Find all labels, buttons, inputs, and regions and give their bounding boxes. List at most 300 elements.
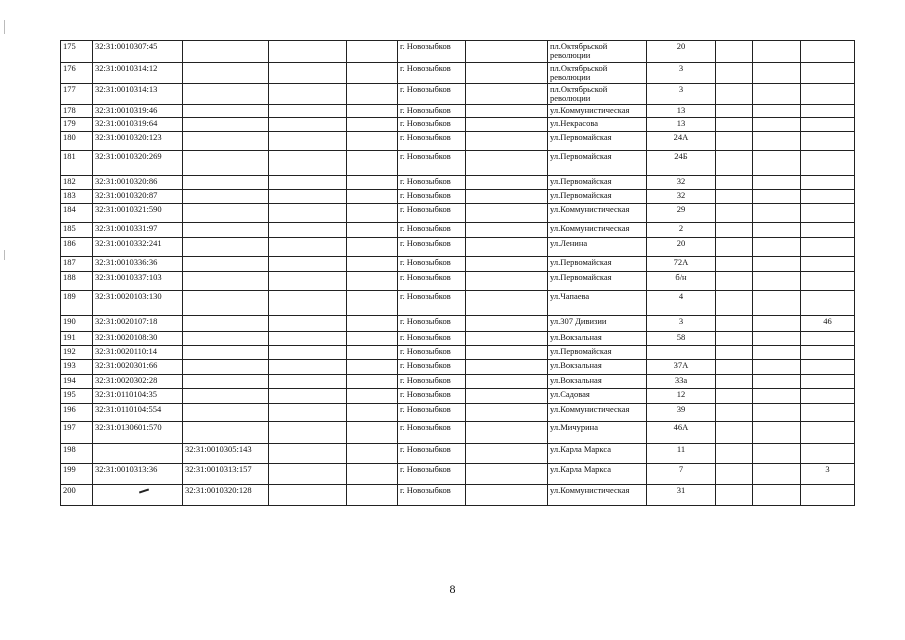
city-cell: г. Новозыбков bbox=[398, 256, 466, 271]
extra-value-cell bbox=[801, 203, 855, 222]
empty-cell bbox=[716, 104, 753, 117]
cadastral-number-cell: 32:31:0010320:269 bbox=[93, 150, 183, 175]
empty-cell bbox=[716, 463, 753, 484]
empty-cell bbox=[466, 290, 548, 315]
cadastral-number-cell: 32:31:0010320:123 bbox=[93, 131, 183, 150]
cadastral-number-cell: 32:31:0010320:87 bbox=[93, 189, 183, 203]
cadastral-number-2-cell bbox=[183, 290, 269, 315]
cadastral-number-cell: 32:31:0020302:28 bbox=[93, 374, 183, 388]
extra-value-cell bbox=[801, 345, 855, 359]
house-number-cell: 32 bbox=[647, 189, 716, 203]
empty-cell bbox=[753, 345, 801, 359]
city-cell: г. Новозыбков bbox=[398, 117, 466, 131]
row-number-cell: 180 bbox=[61, 131, 93, 150]
table-row bbox=[61, 41, 855, 63]
city-cell: г. Новозыбков bbox=[398, 237, 466, 256]
row-number-cell: 175 bbox=[61, 41, 93, 63]
table-row bbox=[61, 63, 855, 84]
row-number-cell: 186 bbox=[61, 237, 93, 256]
cadastral-number-cell: 32:31:0010336:36 bbox=[93, 256, 183, 271]
street-cell: ул.Первомайская bbox=[548, 175, 647, 189]
empty-cell bbox=[753, 271, 801, 290]
cadastral-number-cell: 32:31:0130601:570 bbox=[93, 421, 183, 443]
empty-cell bbox=[347, 271, 398, 290]
street-cell: ул.Мичурина bbox=[548, 421, 647, 443]
empty-cell bbox=[716, 203, 753, 222]
empty-cell bbox=[347, 237, 398, 256]
cadastral-number-2-cell bbox=[183, 237, 269, 256]
empty-cell bbox=[753, 388, 801, 403]
empty-cell bbox=[753, 189, 801, 203]
table-row bbox=[61, 237, 855, 256]
empty-cell bbox=[347, 463, 398, 484]
table-row bbox=[61, 463, 855, 484]
table-row bbox=[61, 131, 855, 150]
cadastral-number-cell: 32:31:0020108:30 bbox=[93, 331, 183, 345]
empty-cell bbox=[466, 359, 548, 374]
cadastral-number-2-cell bbox=[183, 388, 269, 403]
dash-mark-icon bbox=[139, 488, 149, 493]
empty-cell bbox=[716, 271, 753, 290]
extra-value-cell bbox=[801, 421, 855, 443]
cadastral-number-cell: 32:31:0110104:554 bbox=[93, 403, 183, 421]
empty-cell bbox=[753, 463, 801, 484]
street-cell: ул.Вокзальная bbox=[548, 359, 647, 374]
empty-cell bbox=[716, 443, 753, 463]
table-row bbox=[61, 315, 855, 331]
table-row bbox=[61, 331, 855, 345]
extra-value-cell bbox=[801, 104, 855, 117]
cadastral-number-cell: 32:31:0020110:14 bbox=[93, 345, 183, 359]
cadastral-number-2-cell bbox=[183, 203, 269, 222]
cadastral-number-2-cell bbox=[183, 222, 269, 237]
empty-cell bbox=[716, 41, 753, 63]
empty-cell bbox=[466, 63, 548, 84]
cadastral-number-cell: 32:31:0020107:18 bbox=[93, 315, 183, 331]
extra-value-cell bbox=[801, 388, 855, 403]
cadastral-number-2-cell bbox=[183, 374, 269, 388]
empty-cell bbox=[347, 256, 398, 271]
street-cell: ул.Ленина bbox=[548, 237, 647, 256]
empty-cell bbox=[269, 63, 347, 84]
empty-cell bbox=[347, 41, 398, 63]
empty-cell bbox=[466, 117, 548, 131]
empty-cell bbox=[269, 331, 347, 345]
scan-edge-mark bbox=[4, 20, 5, 34]
house-number-cell bbox=[647, 345, 716, 359]
empty-cell bbox=[347, 131, 398, 150]
city-cell: г. Новозыбков bbox=[398, 290, 466, 315]
house-number-cell: 31 bbox=[647, 484, 716, 505]
city-cell: г. Новозыбков bbox=[398, 222, 466, 237]
table-row bbox=[61, 290, 855, 315]
cadastral-number-2-cell: 32:31:0010313:157 bbox=[183, 463, 269, 484]
extra-value-cell bbox=[801, 41, 855, 63]
street-cell: ул.Некрасова bbox=[548, 117, 647, 131]
empty-cell bbox=[716, 63, 753, 84]
empty-cell bbox=[466, 222, 548, 237]
empty-cell bbox=[753, 290, 801, 315]
row-number-cell: 184 bbox=[61, 203, 93, 222]
house-number-cell: 13 bbox=[647, 117, 716, 131]
street-cell: ул.Первомайская bbox=[548, 131, 647, 150]
cadastral-number-2-cell bbox=[183, 359, 269, 374]
city-cell: г. Новозыбков bbox=[398, 331, 466, 345]
street-cell: пл.Октябрьской революции bbox=[548, 41, 647, 63]
cadastral-number-2-cell bbox=[183, 315, 269, 331]
empty-cell bbox=[716, 175, 753, 189]
empty-cell bbox=[753, 331, 801, 345]
city-cell: г. Новозыбков bbox=[398, 63, 466, 84]
house-number-cell: 13 bbox=[647, 104, 716, 117]
house-number-cell: 11 bbox=[647, 443, 716, 463]
empty-cell bbox=[466, 345, 548, 359]
city-cell: г. Новозыбков bbox=[398, 421, 466, 443]
empty-cell bbox=[466, 189, 548, 203]
empty-cell bbox=[347, 388, 398, 403]
street-cell: ул.Садовая bbox=[548, 388, 647, 403]
table-row bbox=[61, 345, 855, 359]
table-row bbox=[61, 104, 855, 117]
extra-value-cell bbox=[801, 443, 855, 463]
extra-value-cell bbox=[801, 290, 855, 315]
empty-cell bbox=[269, 484, 347, 505]
empty-cell bbox=[716, 131, 753, 150]
cadastral-number-cell: 32:31:0010307:45 bbox=[93, 41, 183, 63]
house-number-cell: 3 bbox=[647, 63, 716, 84]
empty-cell bbox=[466, 175, 548, 189]
empty-cell bbox=[269, 345, 347, 359]
extra-value-cell bbox=[801, 63, 855, 84]
house-number-cell: 46А bbox=[647, 421, 716, 443]
empty-cell bbox=[753, 131, 801, 150]
row-number-cell: 177 bbox=[61, 83, 93, 104]
house-number-cell: 3 bbox=[647, 315, 716, 331]
table-row bbox=[61, 374, 855, 388]
house-number-cell: 72А bbox=[647, 256, 716, 271]
street-cell: ул.Карла Маркса bbox=[548, 443, 647, 463]
cadastral-number-cell bbox=[93, 443, 183, 463]
cadastral-number-2-cell bbox=[183, 131, 269, 150]
empty-cell bbox=[466, 388, 548, 403]
street-cell: ул.Вокзальная bbox=[548, 374, 647, 388]
empty-cell bbox=[269, 271, 347, 290]
row-number-cell: 187 bbox=[61, 256, 93, 271]
empty-cell bbox=[269, 374, 347, 388]
cadastral-number-cell: 32:31:0010321:590 bbox=[93, 203, 183, 222]
empty-cell bbox=[347, 374, 398, 388]
empty-cell bbox=[347, 421, 398, 443]
empty-cell bbox=[753, 222, 801, 237]
house-number-cell: 2 bbox=[647, 222, 716, 237]
extra-value-cell: 46 bbox=[801, 315, 855, 331]
cadastral-number-2-cell bbox=[183, 117, 269, 131]
extra-value-cell bbox=[801, 175, 855, 189]
empty-cell bbox=[466, 104, 548, 117]
cadastral-number-2-cell bbox=[183, 175, 269, 189]
extra-value-cell bbox=[801, 150, 855, 175]
street-cell: ул.Первомайская bbox=[548, 189, 647, 203]
empty-cell bbox=[347, 117, 398, 131]
house-number-cell: 3 bbox=[647, 83, 716, 104]
empty-cell bbox=[269, 421, 347, 443]
house-number-cell: 20 bbox=[647, 237, 716, 256]
house-number-cell: 37А bbox=[647, 359, 716, 374]
table-row bbox=[61, 203, 855, 222]
empty-cell bbox=[269, 117, 347, 131]
cadastral-number-cell: 32:31:0020301:66 bbox=[93, 359, 183, 374]
cadastral-number-2-cell: 32:31:0010305:143 bbox=[183, 443, 269, 463]
empty-cell bbox=[716, 421, 753, 443]
house-number-cell: 4 bbox=[647, 290, 716, 315]
empty-cell bbox=[753, 175, 801, 189]
empty-cell bbox=[269, 256, 347, 271]
empty-cell bbox=[269, 388, 347, 403]
row-number-cell: 182 bbox=[61, 175, 93, 189]
table-row bbox=[61, 83, 855, 104]
row-number-cell: 191 bbox=[61, 331, 93, 345]
empty-cell bbox=[716, 359, 753, 374]
city-cell: г. Новозыбков bbox=[398, 83, 466, 104]
house-number-cell: 29 bbox=[647, 203, 716, 222]
empty-cell bbox=[347, 331, 398, 345]
cadastral-number-2-cell: 32:31:0010320:128 bbox=[183, 484, 269, 505]
cadastral-number-2-cell bbox=[183, 150, 269, 175]
city-cell: г. Новозыбков bbox=[398, 484, 466, 505]
street-cell: ул.Коммунистическая bbox=[548, 104, 647, 117]
cadastral-number-cell: 32:31:0010319:46 bbox=[93, 104, 183, 117]
row-number-cell: 179 bbox=[61, 117, 93, 131]
empty-cell bbox=[269, 403, 347, 421]
empty-cell bbox=[269, 222, 347, 237]
cadastral-number-cell: 32:31:0010332:241 bbox=[93, 237, 183, 256]
empty-cell bbox=[347, 443, 398, 463]
empty-cell bbox=[269, 189, 347, 203]
street-cell: ул.Коммунистическая bbox=[548, 203, 647, 222]
table-row bbox=[61, 222, 855, 237]
cadastral-number-2-cell bbox=[183, 41, 269, 63]
city-cell: г. Новозыбков bbox=[398, 359, 466, 374]
empty-cell bbox=[753, 83, 801, 104]
street-cell: ул.Чапаева bbox=[548, 290, 647, 315]
street-cell: пл.Октябрьской революции bbox=[548, 83, 647, 104]
empty-cell bbox=[716, 331, 753, 345]
empty-cell bbox=[269, 175, 347, 189]
cadastral-number-2-cell bbox=[183, 345, 269, 359]
row-number-cell: 197 bbox=[61, 421, 93, 443]
table-row bbox=[61, 175, 855, 189]
cadastral-number-cell: 32:31:0010314:12 bbox=[93, 63, 183, 84]
street-cell: ул.Первомайская bbox=[548, 271, 647, 290]
table-row bbox=[61, 484, 855, 505]
house-number-cell: 7 bbox=[647, 463, 716, 484]
empty-cell bbox=[466, 315, 548, 331]
cadastral-number-cell: 32:31:0010320:86 bbox=[93, 175, 183, 189]
house-number-cell: 20 bbox=[647, 41, 716, 63]
city-cell: г. Новозыбков bbox=[398, 104, 466, 117]
extra-value-cell bbox=[801, 271, 855, 290]
row-number-cell: 183 bbox=[61, 189, 93, 203]
empty-cell bbox=[347, 315, 398, 331]
empty-cell bbox=[753, 359, 801, 374]
empty-cell bbox=[753, 374, 801, 388]
page-number: 8 bbox=[449, 582, 456, 596]
extra-value-cell bbox=[801, 83, 855, 104]
cadastral-number-2-cell bbox=[183, 63, 269, 84]
cadastral-number-2-cell bbox=[183, 189, 269, 203]
empty-cell bbox=[347, 104, 398, 117]
empty-cell bbox=[269, 443, 347, 463]
table-row bbox=[61, 189, 855, 203]
row-number-cell: 176 bbox=[61, 63, 93, 84]
cadastral-number-cell: 32:31:0110104:35 bbox=[93, 388, 183, 403]
row-number-cell: 199 bbox=[61, 463, 93, 484]
empty-cell bbox=[347, 484, 398, 505]
row-number-cell: 178 bbox=[61, 104, 93, 117]
table-row bbox=[61, 150, 855, 175]
row-number-cell: 198 bbox=[61, 443, 93, 463]
empty-cell bbox=[753, 117, 801, 131]
street-cell: пл.Октябрьской революции bbox=[548, 63, 647, 84]
street-cell: ул.Вокзальная bbox=[548, 331, 647, 345]
table-row bbox=[61, 256, 855, 271]
row-number-cell: 194 bbox=[61, 374, 93, 388]
cadastral-number-cell: 32:31:0010331:97 bbox=[93, 222, 183, 237]
empty-cell bbox=[347, 203, 398, 222]
empty-cell bbox=[753, 63, 801, 84]
empty-cell bbox=[466, 463, 548, 484]
empty-cell bbox=[347, 63, 398, 84]
table-row bbox=[61, 403, 855, 421]
cadastral-number-2-cell bbox=[183, 271, 269, 290]
cadastral-number-cell: 32:31:0010319:64 bbox=[93, 117, 183, 131]
cadastral-number-cell: 32:31:0010313:36 bbox=[93, 463, 183, 484]
empty-cell bbox=[347, 222, 398, 237]
empty-cell bbox=[753, 256, 801, 271]
empty-cell bbox=[716, 117, 753, 131]
row-number-cell: 193 bbox=[61, 359, 93, 374]
row-number-cell: 189 bbox=[61, 290, 93, 315]
empty-cell bbox=[466, 374, 548, 388]
cadastral-number-2-cell bbox=[183, 104, 269, 117]
table-row bbox=[61, 421, 855, 443]
city-cell: г. Новозыбков bbox=[398, 150, 466, 175]
street-cell: ул.Коммунистическая bbox=[548, 484, 647, 505]
cadastral-number-2-cell bbox=[183, 256, 269, 271]
empty-cell bbox=[716, 189, 753, 203]
empty-cell bbox=[753, 203, 801, 222]
empty-cell bbox=[466, 271, 548, 290]
cadastral-number-cell: 32:31:0010314:13 bbox=[93, 83, 183, 104]
table-row bbox=[61, 359, 855, 374]
empty-cell bbox=[347, 359, 398, 374]
empty-cell bbox=[753, 315, 801, 331]
empty-cell bbox=[347, 403, 398, 421]
empty-cell bbox=[347, 290, 398, 315]
empty-cell bbox=[716, 256, 753, 271]
street-cell: ул.307 Дивизии bbox=[548, 315, 647, 331]
registry-table bbox=[60, 40, 855, 506]
empty-cell bbox=[347, 83, 398, 104]
cadastral-number-2-cell bbox=[183, 83, 269, 104]
row-number-cell: 188 bbox=[61, 271, 93, 290]
row-number-cell: 195 bbox=[61, 388, 93, 403]
empty-cell bbox=[716, 237, 753, 256]
empty-cell bbox=[269, 150, 347, 175]
empty-cell bbox=[716, 388, 753, 403]
empty-cell bbox=[269, 131, 347, 150]
city-cell: г. Новозыбков bbox=[398, 388, 466, 403]
empty-cell bbox=[466, 484, 548, 505]
house-number-cell: 33а bbox=[647, 374, 716, 388]
empty-cell bbox=[269, 359, 347, 374]
extra-value-cell bbox=[801, 131, 855, 150]
street-cell: ул.Коммунистическая bbox=[548, 222, 647, 237]
city-cell: г. Новозыбков bbox=[398, 41, 466, 63]
empty-cell bbox=[716, 315, 753, 331]
empty-cell bbox=[716, 403, 753, 421]
street-cell: ул.Коммунистическая bbox=[548, 403, 647, 421]
extra-value-cell bbox=[801, 117, 855, 131]
empty-cell bbox=[269, 463, 347, 484]
city-cell: г. Новозыбков bbox=[398, 463, 466, 484]
extra-value-cell bbox=[801, 403, 855, 421]
empty-cell bbox=[716, 345, 753, 359]
empty-cell bbox=[269, 203, 347, 222]
empty-cell bbox=[716, 83, 753, 104]
city-cell: г. Новозыбков bbox=[398, 315, 466, 331]
empty-cell bbox=[466, 83, 548, 104]
city-cell: г. Новозыбков bbox=[398, 403, 466, 421]
empty-cell bbox=[269, 104, 347, 117]
street-cell: ул.Первомайская bbox=[548, 150, 647, 175]
house-number-cell: 32 bbox=[647, 175, 716, 189]
cadastral-number-cell: 32:31:0020103:130 bbox=[93, 290, 183, 315]
empty-cell bbox=[716, 290, 753, 315]
row-number-cell: 181 bbox=[61, 150, 93, 175]
city-cell: г. Новозыбков bbox=[398, 203, 466, 222]
house-number-cell: 12 bbox=[647, 388, 716, 403]
city-cell: г. Новозыбков bbox=[398, 345, 466, 359]
extra-value-cell bbox=[801, 256, 855, 271]
cadastral-number-2-cell bbox=[183, 331, 269, 345]
cadastral-number-cell: 32:31:0010337:103 bbox=[93, 271, 183, 290]
house-number-cell: 24А bbox=[647, 131, 716, 150]
empty-cell bbox=[753, 403, 801, 421]
empty-cell bbox=[716, 484, 753, 505]
row-number-cell: 185 bbox=[61, 222, 93, 237]
empty-cell bbox=[753, 484, 801, 505]
empty-cell bbox=[347, 150, 398, 175]
empty-cell bbox=[269, 315, 347, 331]
table-row bbox=[61, 443, 855, 463]
empty-cell bbox=[753, 104, 801, 117]
extra-value-cell bbox=[801, 189, 855, 203]
house-number-cell: 39 bbox=[647, 403, 716, 421]
cadastral-number-cell bbox=[93, 484, 183, 505]
house-number-cell: 24Б bbox=[647, 150, 716, 175]
empty-cell bbox=[466, 421, 548, 443]
city-cell: г. Новозыбков bbox=[398, 175, 466, 189]
cadastral-number-2-cell bbox=[183, 421, 269, 443]
empty-cell bbox=[269, 290, 347, 315]
city-cell: г. Новозыбков bbox=[398, 374, 466, 388]
empty-cell bbox=[466, 331, 548, 345]
empty-cell bbox=[347, 189, 398, 203]
empty-cell bbox=[716, 150, 753, 175]
empty-cell bbox=[753, 421, 801, 443]
street-cell: ул.Первомайская bbox=[548, 256, 647, 271]
